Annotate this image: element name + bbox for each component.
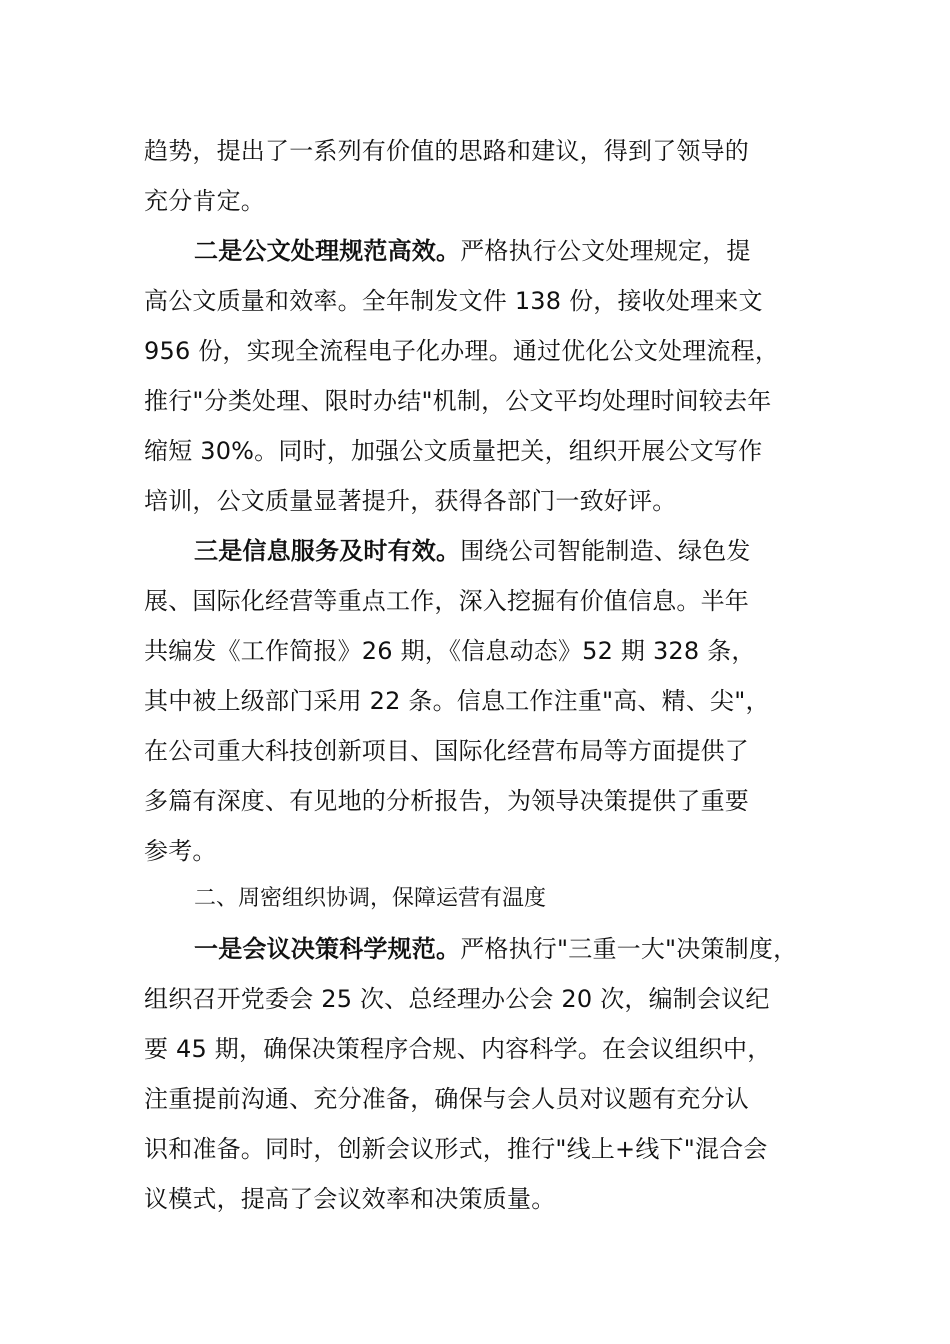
p3-line-2: 展、国际化经营等重点工作，深入挖掘有价值信息。半年 [144,587,749,615]
p4-line-1 [194,934,797,964]
p3-line-4: 其中被上级部门采用 22 条。信息工作注重"高、精、尖"， [144,687,770,715]
p1-line-2: 充分肯定。 [144,187,265,215]
p2-line-3: 956 份，实现全流程电子化办理。通过优化公文处理流程， [144,337,780,365]
p2-line-1-rest: 严格执行公文处理规定，提 [460,237,751,265]
p4-line-4: 注重提前沟通、充分准备，确保与会人员对议题有充分认 [144,1085,749,1113]
p2-lead: 二是公文处理规范高效。 [194,237,461,265]
p2-line-4: 推行"分类处理、限时办结"机制，公文平均处理时间较去年 [144,387,772,415]
p3-line-6: 多篇有深度、有见地的分析报告，为领导决策提供了重要 [144,787,749,815]
p4-line-5: 识和准备。同时，创新会议形式，推行"线上+线下"混合会 [144,1135,768,1163]
section-heading: 二、周密组织协调，保障运营有温度 [194,886,547,911]
p2-line-1 [194,236,751,266]
p3-line-1-rest: 围绕公司智能制造、绿色发 [460,537,751,565]
p4-lead: 一是会议决策科学规范。 [194,935,461,963]
p3-lead: 三是信息服务及时有效。 [194,537,461,565]
p4-line-6: 议模式，提高了会议效率和决策质量。 [144,1185,556,1213]
p1-line-1: 趋势，提出了一系列有价值的思路和建议，得到了领导的 [144,137,749,165]
p2-line-5: 缩短 30%。同时，加强公文质量把关，组织开展公文写作 [144,437,763,465]
p2-line-2: 高公文质量和效率。全年制发文件 138 份，接收处理来文 [144,287,763,315]
p3-line-3: 共编发《工作简报》26 期，《信息动态》52 期 328 条， [144,637,756,665]
p3-line-5: 在公司重大科技创新项目、国际化经营布局等方面提供了 [144,737,749,765]
p2-line-6: 培训，公文质量显著提升，获得各部门一致好评。 [144,487,677,515]
p4-line-3: 要 45 期，确保决策程序合规、内容科学。在会议组织中， [144,1035,772,1063]
p3-line-1 [194,536,751,566]
p3-line-7: 参考。 [144,837,217,865]
p4-line-2: 组织召开党委会 25 次、总经理办公会 20 次，编制会议纪 [144,985,770,1013]
p4-line-1-rest: 严格执行"三重一大"决策制度， [460,935,798,963]
